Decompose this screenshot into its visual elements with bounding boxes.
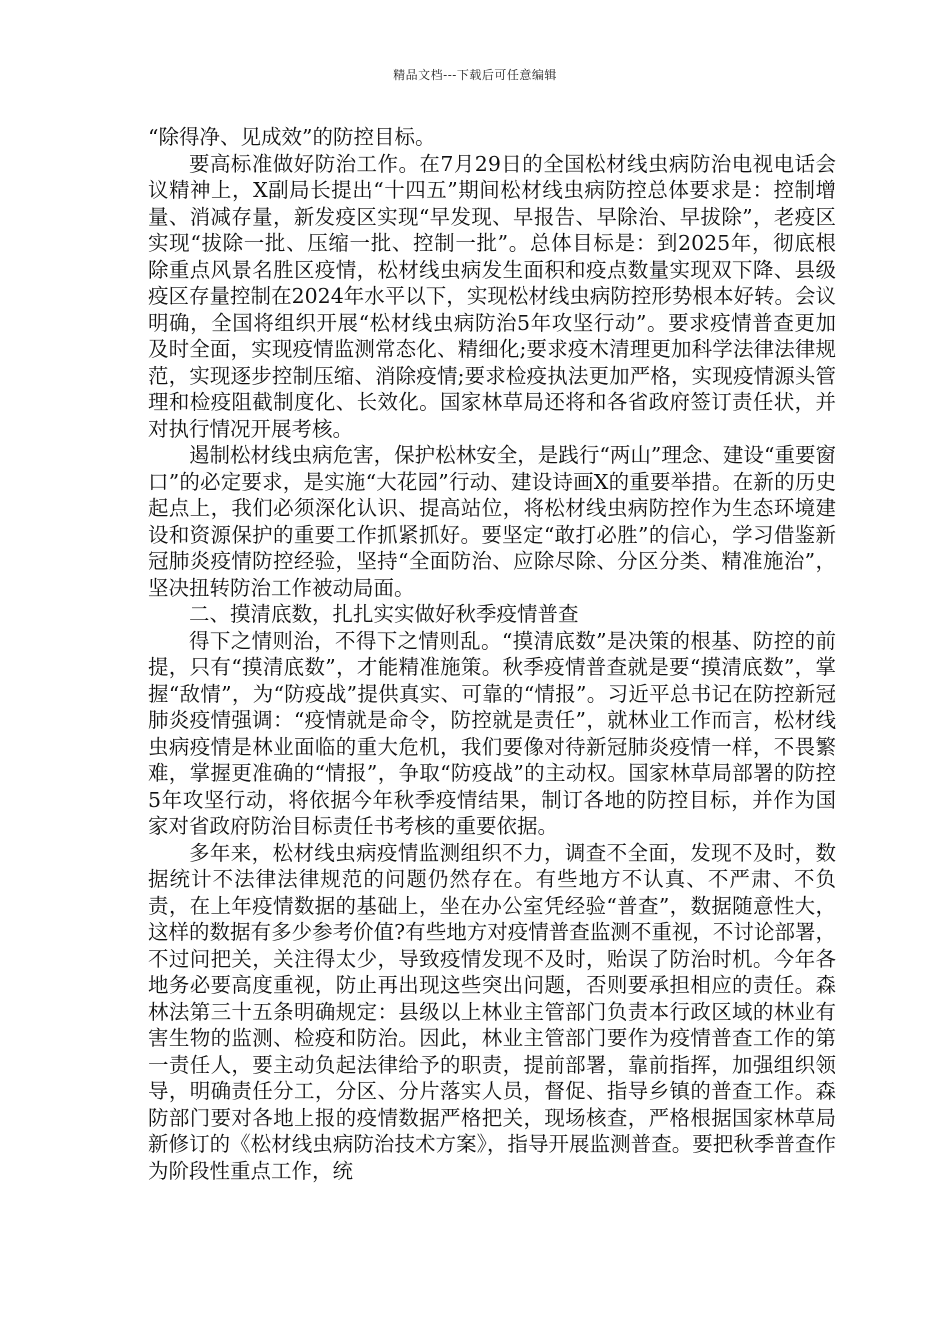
paragraph: 多年来，松材线虫病疫情监测组织不力，调查不全面，发现不及时，数据统计不法律法律规范的问题仍然存在。有些地方不认真、不严肃、不负责，在上年疫情数据的基础上，坐在办公室凭经验“普查”，数据随意性大，这样的数据有多少参考价值?有些地方对疫情普查监测不重视，不讨论部署，不过问把关，关注得太少，导致疫情发现不及时，贻误了防治时机。今年各地务必要高度重视，防止再出现这些突出问题，否则要承担相应的责任。森林法第三十五条明确规定：县级以上林业主管部门负责本行政区域的林业有害生物的监测、检疫和防治。因此，林业主管部门要作为疫情普查工作的第一责任人，要主动负起法律给予的职责，提前部署，靠前指挥，加强组织领导，明确责任分工，分区、分片落实人员，督促、指导乡镇的普查工作。森防部门要对各地上报的疫情数据严格把关，现场核查，严格根据国家林草局新修订的《松材线虫病防治技术方案》，指导开展监测普查。要把秋季普查作为阶段性重点工作，统: [148, 840, 836, 1183]
paragraph: 要高标准做好防治工作。在7月29日的全国松材线虫病防治电视电话会议精神上，X副局长提出“十四五”期间松材线虫病防控总体要求是：控制增量、消减存量，新发疫区实现“早发现、早报告、早除治、早拔除”，老疫区实现“拔除一批、压缩一批、控制一批”。总体目标是：到2025年，彻底根除重点风景名胜区疫情，松材线虫病发生面积和疫点数量实现双下降、县级疫区存量控制在2024年水平以下，实现松材线虫病防控形势根本好转。会议明确，全国将组织开展“松材线虫病防治5年攻坚行动”。要求疫情普查更加及时全面，实现疫情监测常态化、精细化;要求疫木清理更加科学法律法律规范，实现逐步控制压缩、消除疫情;要求检疫执法更加严格，实现疫情源头管理和检疫阻截制度化、长效化。国家林草局还将和各省政府签订责任状，并对执行情况开展考核。: [148, 151, 836, 441]
paragraph: 遏制松材线虫病危害，保护松林安全，是践行“两山”理念、建设“重要窗口”的必定要求，是实施“大花园”行动、建设诗画X的重要举措。在新的历史起点上，我们必须深化认识、提高站位，将松材线虫病防控作为生态环境建设和资源保护的重要工作抓紧抓好。要坚定“敢打必胜”的信心，学习借鉴新冠肺炎疫情防控经验，坚持“全面防治、应除尽除、分区分类、精准施治”，坚决扭转防治工作被动局面。: [148, 443, 836, 600]
paragraph: 得下之情则治，不得下之情则乱。“摸清底数”是决策的根基、防控的前提，只有“摸清底数”，才能精准施策。秋季疫情普查就是要“摸清底数”，掌握“敌情”，为“防疫战”提供真实、可靠的“情报”。习近平总书记在防控新冠肺炎疫情强调：“疫情就是命令，防控就是责任”，就林业工作而言，松材线虫病疫情是林业面临的重大危机，我们要像对待新冠肺炎疫情一样，不畏繁难，掌握更准确的“情报”，争取“防疫战”的主动权。国家林草局部署的防控5年攻坚行动，将依据今年秋季疫情结果，制订各地的防控目标，并作为国家对省政府防治目标责任书考核的重要依据。: [148, 628, 836, 838]
section-heading: 二、摸清底数，扎扎实实做好秋季疫情普查: [189, 602, 579, 626]
paragraph: “除得净、见成效”的防控目标。: [148, 125, 436, 149]
document-body: [148, 124, 836, 1184]
page-header: 精品文档---下载后可任意编辑: [393, 68, 557, 82]
